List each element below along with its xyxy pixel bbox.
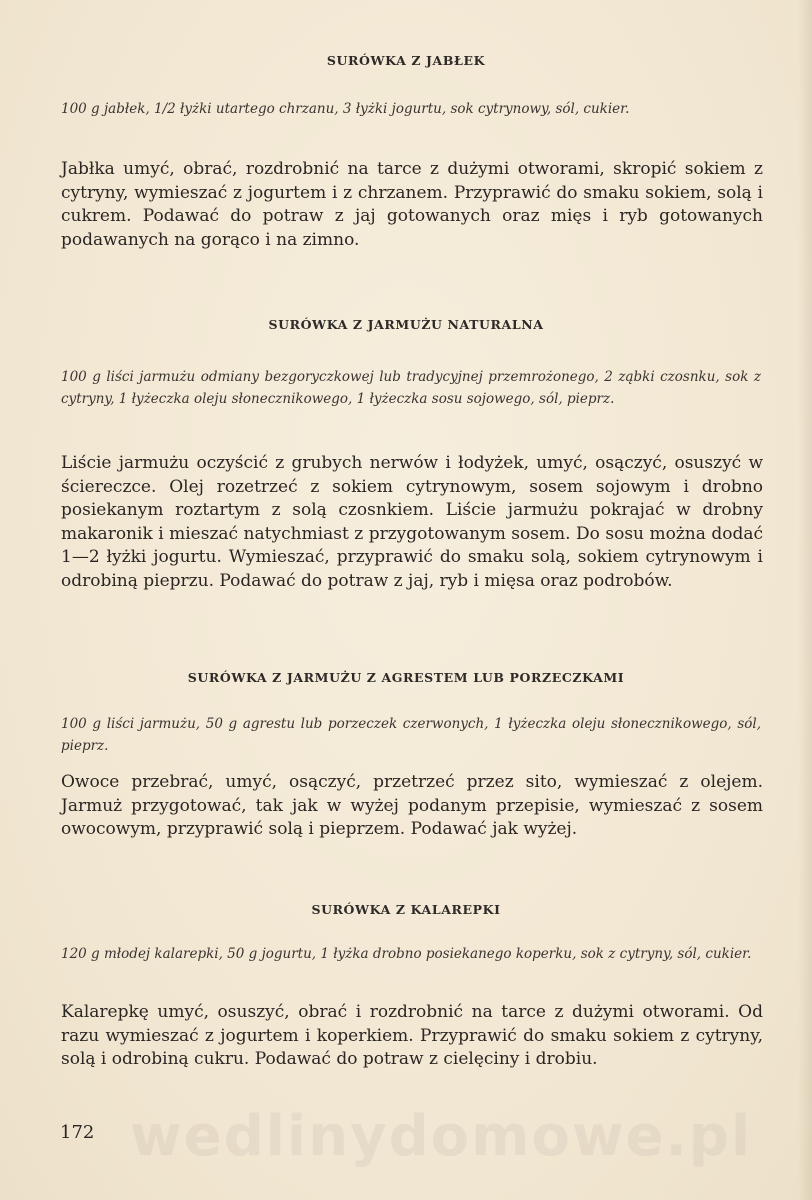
recipe-title: SURÓWKA Z JARMUŻU Z AGRESTEM LUB PORZECZKAMI	[187, 670, 625, 685]
recipe-ingredients: 100 g liści jarmużu odmiany bezgoryczkowej lub tradycyjnej przemrożonego, 2 ząbki czosnku, sok z cytryny, 1 łyżeczka oleju słonecznikowego, 1 łyżeczka sosu sojowego, sól, pieprz.	[61, 369, 761, 407]
recipe-ingredients: 120 g młodej kalarepki, 50 g jogurtu, 1 łyżka drobno posiekanego koperku, sok z cytryny, sól, cukier.	[61, 946, 752, 962]
page-number: 172	[60, 1122, 95, 1143]
recipe-instructions: Liście jarmużu oczyścić z grubych nerwów i łodyżek, umyć, osączyć, osuszyć w ściereczce. Olej rozetrzeć z sokiem cytrynowym, sosem sojowym i drobno posiekanym roztartym z solą czosnkiem. Liście jarmużu pokrajać w drobny makaronik i mieszać natychmiast z przygotowanym sosem. Do sosu można dodać 1—2 łyżki jogurtu. Wymieszać, przyprawić do smaku solą, sokiem cytrynowym i odrobiną pieprzu. Podawać do potraw z jaj, ryb i mięsa oraz podrobów.	[61, 453, 763, 591]
recipe-title: SURÓWKA Z JARMUŻU NATURALNA	[268, 317, 544, 332]
watermark-text: wedlinydomowe.pl	[130, 1104, 753, 1169]
page-edge-shadow	[798, 0, 812, 1200]
recipe-ingredients: 100 g jabłek, 1/2 łyżki utartego chrzanu, 3 łyżki jogurtu, sok cytrynowy, sól, cukier.	[61, 101, 630, 117]
recipe-title: SURÓWKA Z KALAREPKI	[311, 902, 501, 917]
recipe-instructions: Jabłka umyć, obrać, rozdrobnić na tarce z dużymi otworami, skropić sokiem z cytryny, wymieszać z jogurtem i z chrzanem. Przyprawić do smaku sokiem, solą i cukrem. Podawać do potraw z jaj gotowanych oraz mięs i ryb gotowanych podawanych na gorąco i na zimno.	[61, 159, 763, 250]
recipe-title: SURÓWKA Z JABŁEK	[326, 53, 486, 68]
recipe-ingredients: 100 g liści jarmużu, 50 g agrestu lub porzeczek czerwonych, 1 łyżeczka oleju słonecznikowego, sól, pieprz.	[61, 716, 761, 754]
recipe-instructions: Kalarepkę umyć, osuszyć, obrać i rozdrobnić na tarce z dużymi otworami. Od razu wymieszać z jogurtem i koperkiem. Przyprawić do smaku sokiem z cytryny, solą i odrobiną cukru. Podawać do potraw z cielęciny i drobiu.	[61, 1002, 763, 1069]
recipe-instructions: Owoce przebrać, umyć, osączyć, przetrzeć przez sito, wymieszać z olejem. Jarmuż przygotować, tak jak w wyżej podanym przepisie, wymieszać z sosem owocowym, przyprawić solą i pieprzem. Podawać jak wyżej.	[61, 772, 763, 839]
